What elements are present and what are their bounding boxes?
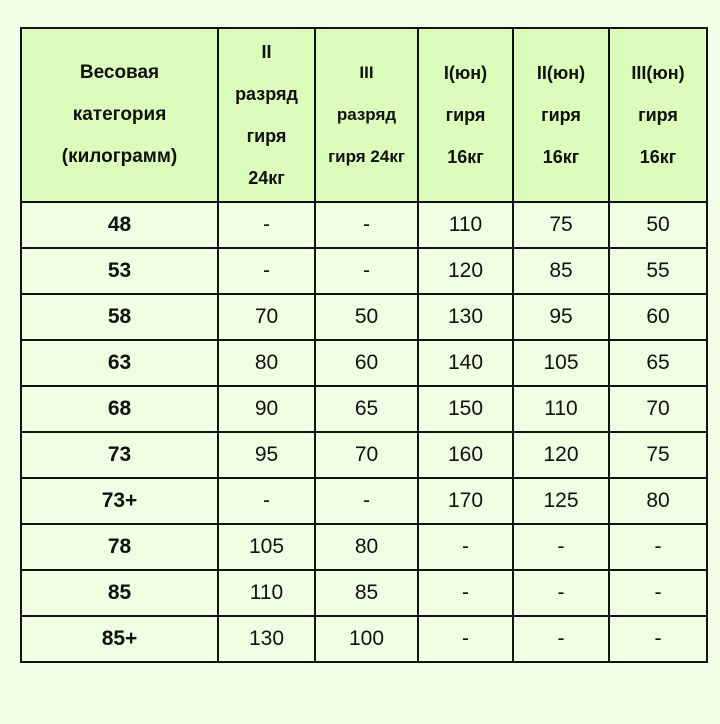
header-line: II(юн) (536, 63, 586, 83)
table-header (21, 28, 707, 202)
table-row (21, 478, 707, 524)
table-row (21, 340, 707, 386)
table-cell: 60 (315, 340, 418, 386)
table-cell: 105 (513, 340, 609, 386)
table-cell: 50 (609, 202, 707, 248)
table-row (21, 202, 707, 248)
header-line: 16кг (542, 147, 580, 167)
table-cell: 110 (218, 570, 315, 616)
header-rank-2-24kg (218, 28, 315, 202)
weight-category-cell: 78 (21, 524, 218, 570)
weight-category-cell: 85+ (21, 616, 218, 662)
table-cell: - (315, 478, 418, 524)
weight-category-cell: 63 (21, 340, 218, 386)
table-cell: 125 (513, 478, 609, 524)
weight-category-cell: 73 (21, 432, 218, 478)
table-cell: 90 (218, 386, 315, 432)
table-row (21, 616, 707, 662)
table-cell: 110 (513, 386, 609, 432)
table-row (21, 570, 707, 616)
table-cell: 80 (218, 340, 315, 386)
table-cell: 60 (609, 294, 707, 340)
table-cell: - (315, 202, 418, 248)
header-line: 16кг (639, 147, 677, 167)
table-cell: 120 (513, 432, 609, 478)
table-cell: 130 (218, 616, 315, 662)
header-line: гиря 24кг (328, 147, 405, 166)
header-line: 16кг (447, 147, 484, 167)
table-cell: 70 (218, 294, 315, 340)
table-cell: 75 (513, 202, 609, 248)
table-cell: 50 (315, 294, 418, 340)
header-youth-3-16kg (609, 28, 707, 202)
table-cell: - (609, 570, 707, 616)
table-cell: 85 (513, 248, 609, 294)
table-cell: - (418, 570, 513, 616)
header-line: I(юн) (443, 63, 488, 83)
table-row (21, 524, 707, 570)
weight-category-cell: 85 (21, 570, 218, 616)
header-row (21, 28, 707, 202)
header-line: гиря (246, 126, 287, 146)
table-row (21, 248, 707, 294)
weight-category-table-container (20, 27, 706, 663)
table-cell: 150 (418, 386, 513, 432)
weight-category-cell: 53 (21, 248, 218, 294)
header-line: гиря (445, 105, 486, 125)
header-line: Весовая (79, 62, 160, 83)
table-row (21, 386, 707, 432)
table-cell: 80 (315, 524, 418, 570)
table-cell: 105 (218, 524, 315, 570)
header-line: 24кг (248, 168, 285, 188)
table-cell: 160 (418, 432, 513, 478)
table-cell: 140 (418, 340, 513, 386)
header-line: II (261, 42, 272, 62)
table-cell: - (218, 478, 315, 524)
header-line: гиря (638, 105, 678, 125)
table-cell: 130 (418, 294, 513, 340)
table-cell: 95 (218, 432, 315, 478)
table-cell: - (513, 570, 609, 616)
weight-category-table (20, 27, 708, 663)
header-youth-2-16kg (513, 28, 609, 202)
table-cell: 120 (418, 248, 513, 294)
table-row (21, 432, 707, 478)
header-rank-3-24kg (315, 28, 418, 202)
table-cell: - (418, 524, 513, 570)
table-cell: 95 (513, 294, 609, 340)
table-cell: - (609, 616, 707, 662)
table-cell: - (513, 616, 609, 662)
weight-category-cell: 68 (21, 386, 218, 432)
table-cell: 70 (315, 432, 418, 478)
table-cell: 65 (315, 386, 418, 432)
table-row (21, 294, 707, 340)
table-cell: - (218, 202, 315, 248)
weight-category-cell: 73+ (21, 478, 218, 524)
header-line: разряд (235, 84, 298, 104)
header-youth-1-16kg (418, 28, 513, 202)
table-cell: - (315, 248, 418, 294)
weight-category-cell: 58 (21, 294, 218, 340)
table-cell: 65 (609, 340, 707, 386)
header-line: гиря (541, 105, 581, 125)
weight-category-cell: 48 (21, 202, 218, 248)
header-line: категория (72, 104, 167, 125)
table-cell: 75 (609, 432, 707, 478)
header-line: III (359, 63, 374, 82)
table-cell: - (609, 524, 707, 570)
table-body (21, 202, 707, 662)
table-cell: 170 (418, 478, 513, 524)
table-cell: 80 (609, 478, 707, 524)
header-line: III(юн) (631, 63, 685, 83)
header-weight-category (21, 28, 218, 202)
table-cell: 70 (609, 386, 707, 432)
table-cell: - (418, 616, 513, 662)
table-cell: - (218, 248, 315, 294)
table-cell: 85 (315, 570, 418, 616)
table-cell: 110 (418, 202, 513, 248)
header-line: разряд (336, 105, 397, 124)
header-line: (килограмм) (61, 146, 178, 167)
table-cell: 55 (609, 248, 707, 294)
table-cell: 100 (315, 616, 418, 662)
table-cell: - (513, 524, 609, 570)
